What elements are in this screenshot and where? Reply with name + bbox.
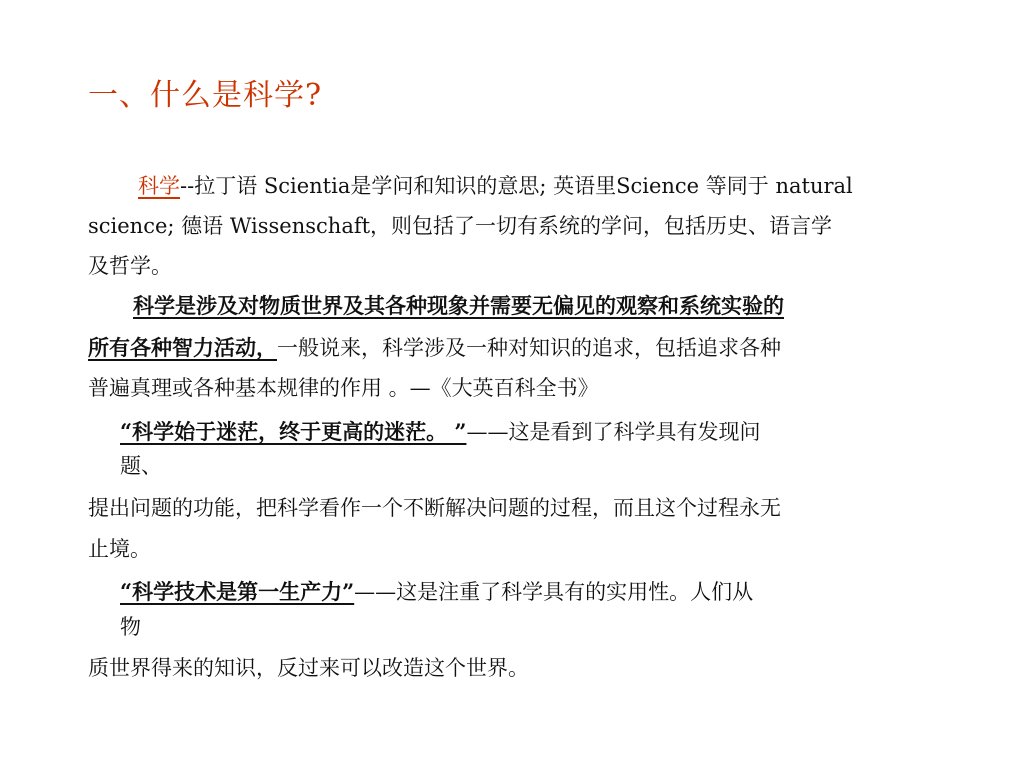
p4-line1-text: ——这是注重了科学具有的实用性。人们从 (354, 580, 754, 604)
p2-line2-text: 一般说来，科学涉及一种对知识的追求，包括追求各种 (277, 336, 781, 360)
p3-line4: 止境。 (88, 537, 151, 561)
p4-line3: 质世界得来的知识，反过来可以改造这个世界。 (88, 656, 529, 680)
p2-line3: 普遍真理或各种基本规律的作用 。—《大英百科全书》 (88, 376, 599, 400)
p4-quote: “科学技术是第一生产力” (120, 579, 355, 604)
p2-line2 (88, 334, 781, 362)
term-science: 科学 (138, 174, 180, 198)
p4-line2: 物 (120, 615, 141, 639)
p3-line1 (120, 418, 760, 446)
p1-line1 (138, 172, 853, 200)
p3-line3: 提出问题的功能，把科学看作一个不断解决问题的过程，而且这个过程永无 (88, 496, 781, 520)
slide-title: 一、什么是科学? (88, 78, 323, 113)
p2-line2-bold: 所有各种智力活动， (88, 335, 277, 360)
p2-line1: 科学是涉及对物质世界及其各种现象并需要无偏见的观察和系统实验的 (133, 293, 784, 318)
p4-line1 (120, 578, 753, 606)
p3-line2: 题、 (120, 454, 162, 478)
p1-line2: science; 德语 Wissenschaft，则包括了一切有系统的学问，包括历史、语言学 (88, 214, 833, 238)
p3-line1-text: ——这是看到了科学具有发现问 (466, 420, 761, 444)
p1-line3: 及哲学。 (88, 254, 172, 278)
p3-quote: “科学始于迷茫，终于更高的迷茫。 ” (120, 419, 467, 444)
p1-line1-text: --拉丁语 Scientia是学问和知识的意思; 英语里Science 等同于 natural (180, 174, 853, 198)
